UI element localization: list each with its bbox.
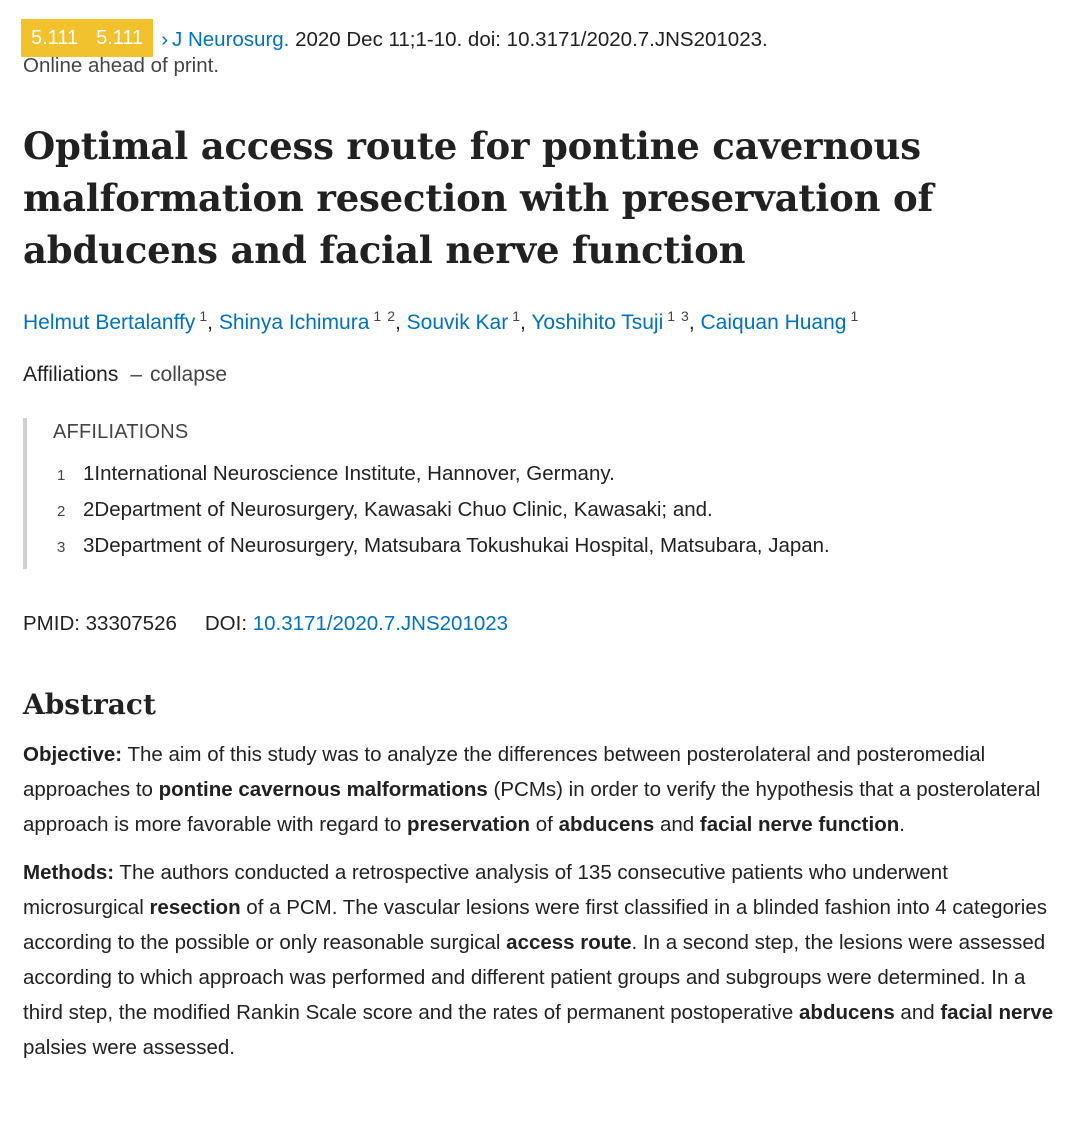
affiliation-text: 1International Neuroscience Institute, Hannover, Germany. xyxy=(83,462,615,485)
abstract-text: . xyxy=(899,813,905,836)
epub-note: Online ahead of print. xyxy=(23,54,220,77)
author-link[interactable]: Helmut Bertalanffy xyxy=(23,311,196,334)
affiliation-item xyxy=(53,529,1063,565)
abstract-text: palsies were assessed. xyxy=(23,1036,235,1059)
abstract-text: and xyxy=(894,1001,941,1024)
doi-label: DOI: xyxy=(204,612,253,635)
chevron-right-icon[interactable]: › xyxy=(161,28,169,51)
author-affiliation-ref[interactable]: 3 xyxy=(681,308,689,324)
author-affiliation-ref[interactable]: 1 xyxy=(667,308,676,324)
highlighted-term: access route xyxy=(506,931,632,954)
article-title: Optimal access route for pontine cavernous malformation resection with preservation of abducens and facial nerve function xyxy=(23,124,934,272)
citation-details: 2020 Dec 11;1-10. doi: 10.3171/2020.7.JNS201023. xyxy=(289,28,768,51)
abstract-text: and xyxy=(654,813,700,836)
highlighted-term: pontine cavernous malformations xyxy=(158,778,488,801)
abstract-heading: Abstract xyxy=(23,688,156,721)
author-affiliation-ref[interactable]: 1 xyxy=(373,308,382,324)
author-list xyxy=(23,308,1063,338)
author-link[interactable]: Souvik Kar xyxy=(406,311,509,334)
highlighted-term: resection xyxy=(149,896,241,919)
abstract-paragraph xyxy=(23,855,1063,1065)
author-link[interactable]: Caiquan Huang xyxy=(700,311,847,334)
affiliation-number: 2 xyxy=(57,503,66,520)
affiliations-dash: – xyxy=(130,363,143,386)
abstract-text: (PCMs) in order to verify the hypothesis that a posterolateral approach is more favorable with regard to xyxy=(23,778,1041,836)
affiliation-item xyxy=(53,493,1063,529)
abstract-section-label: Objective: xyxy=(23,743,123,766)
impact-factor-badge[interactable] xyxy=(21,19,153,57)
pmid-value: 33307526 xyxy=(85,612,177,635)
author-separator: , xyxy=(207,311,219,334)
author-affiliation-ref[interactable]: 1 xyxy=(199,308,208,324)
highlighted-term: facial nerve xyxy=(940,1001,1054,1024)
highlighted-term: abducens xyxy=(799,1001,895,1024)
impact-factor-value: 5.111 xyxy=(31,27,79,49)
pmid-label: PMID: xyxy=(23,612,86,635)
affiliations-toggle[interactable] xyxy=(23,360,1063,390)
author-link[interactable]: Yoshihito Tsuji xyxy=(531,311,664,334)
author-separator: , xyxy=(688,311,701,334)
citation-line xyxy=(23,24,1063,57)
author-affiliation-ref[interactable]: 2 xyxy=(387,308,395,324)
article-identifiers xyxy=(23,609,1063,639)
abstract-text: The authors conducted a retrospective analysis of 135 consecutive patients who underwent microsurgical xyxy=(23,861,948,919)
affiliation-number: 1 xyxy=(57,467,66,484)
collapse-link[interactable]: collapse xyxy=(150,363,228,386)
abstract-text: of xyxy=(530,813,559,836)
affiliation-number: 3 xyxy=(57,539,66,556)
highlighted-term: preservation xyxy=(407,813,531,836)
abstract-paragraph xyxy=(23,737,1063,842)
journal-link[interactable]: J Neurosurg. xyxy=(172,28,290,51)
abstract-text: The aim of this study was to analyze the differences between posterolateral and posteromedial approaches to xyxy=(23,743,986,801)
affiliation-item xyxy=(53,457,1063,493)
affiliations-panel xyxy=(23,418,1063,569)
highlighted-term: abducens xyxy=(558,813,655,836)
highlighted-term: facial nerve function xyxy=(699,813,900,836)
affiliation-text: 3Department of Neurosurgery, Matsubara Tokushukai Hospital, Matsubara, Japan. xyxy=(83,534,830,557)
abstract-body xyxy=(23,737,1063,1065)
author-affiliation-ref[interactable]: 1 xyxy=(850,308,859,324)
affiliations-label: Affiliations xyxy=(23,363,119,386)
author-separator: , xyxy=(520,311,532,334)
doi-link[interactable]: 10.3171/2020.7.JNS201023 xyxy=(252,612,509,635)
abstract-text: of a PCM. The vascular lesions were first classified in a blinded fashion into 4 categories according to the possible or only reasonable surgical xyxy=(23,896,1047,954)
abstract-text: . In a second step, the lesions were assessed according to which approach was performed and different patient groups and subgroups were determined. In a third step, the modified Rankin Scale score and the rates of permanent postoperative xyxy=(23,931,1046,1024)
abstract-section-label: Methods: xyxy=(23,861,115,884)
impact-factor-value: 5.111 xyxy=(96,27,144,49)
affiliation-text: 2Department of Neurosurgery, Kawasaki Chuo Clinic, Kawasaki; and. xyxy=(83,498,713,521)
author-link[interactable]: Shinya Ichimura xyxy=(218,311,370,334)
author-separator: , xyxy=(395,311,407,334)
affiliations-heading: AFFILIATIONS xyxy=(53,421,189,443)
author-affiliation-ref[interactable]: 1 xyxy=(512,308,521,324)
article-page xyxy=(23,24,1063,1065)
